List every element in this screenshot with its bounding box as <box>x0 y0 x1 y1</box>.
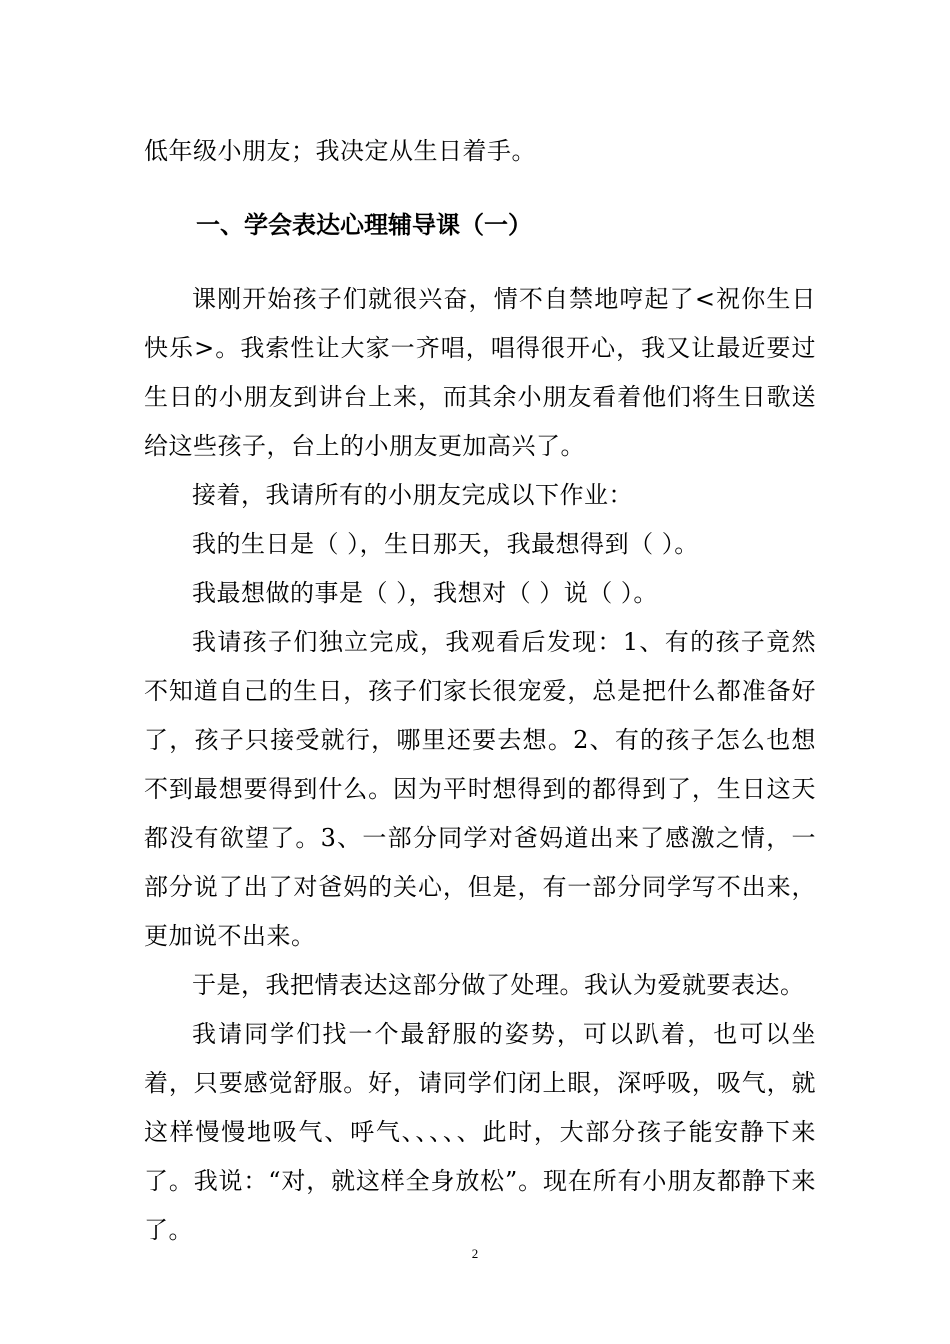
page-number: 2 <box>471 1246 479 1261</box>
paragraph-task-line-2: 我最想做的事是（ ），我想对（ ）说（ ）。 <box>192 579 658 607</box>
lead-line: 低年级小朋友；我决定从生日着手。 <box>144 137 536 165</box>
paragraph-findings: 我请孩子们独立完成，我观看后发现：1、有的孩子竟然不知道自己的生日，孩子们家长很宠爱，总是把什么都准备好了，孩子只接受就行，哪里还要去想。2、有的孩子怎么也想不到最想要得到什么。因为平时想得到的都得到了，生日这天都没有欲望了。3、一部分同学对爸妈道出来了感激之情，一部分说了出了对爸妈的关心，但是，有一部分同学写不出来，更加说不出来。 <box>144 628 816 950</box>
section-heading: 一、学会表达心理辅导课（一） <box>196 211 532 239</box>
paragraph-handling: 于是，我把情表达这部分做了处理。我认为爱就要表达。 <box>192 971 805 999</box>
paragraph-relaxation: 我请同学们找一个最舒服的姿势，可以趴着，也可以坐着，只要感觉舒服。好，请同学们闭上眼，深呼吸，吸气，就这样慢慢地吸气、呼气、、、、、此时，大部分孩子能安静下来了。我说：“对，就这样全身放松”。现在所有小朋友都静下来了。 <box>144 1020 816 1244</box>
paragraph-task-line-1: 我的生日是（ ），生日那天，我最想得到（ ）。 <box>192 530 699 558</box>
paragraph-task-intro: 接着，我请所有的小朋友完成以下作业： <box>192 481 633 509</box>
paragraph-intro: 课刚开始孩子们就很兴奋，情不自禁地哼起了<祝你生日快乐>。我索性让大家一齐唱，唱得很开心，我又让最近要过生日的小朋友到讲台上来，而其余小朋友看着他们将生日歌送给这些孩子，台上的小朋友更加高兴了。 <box>144 285 816 460</box>
body-text-block <box>144 275 816 1255</box>
lead-text-block <box>144 127 816 176</box>
